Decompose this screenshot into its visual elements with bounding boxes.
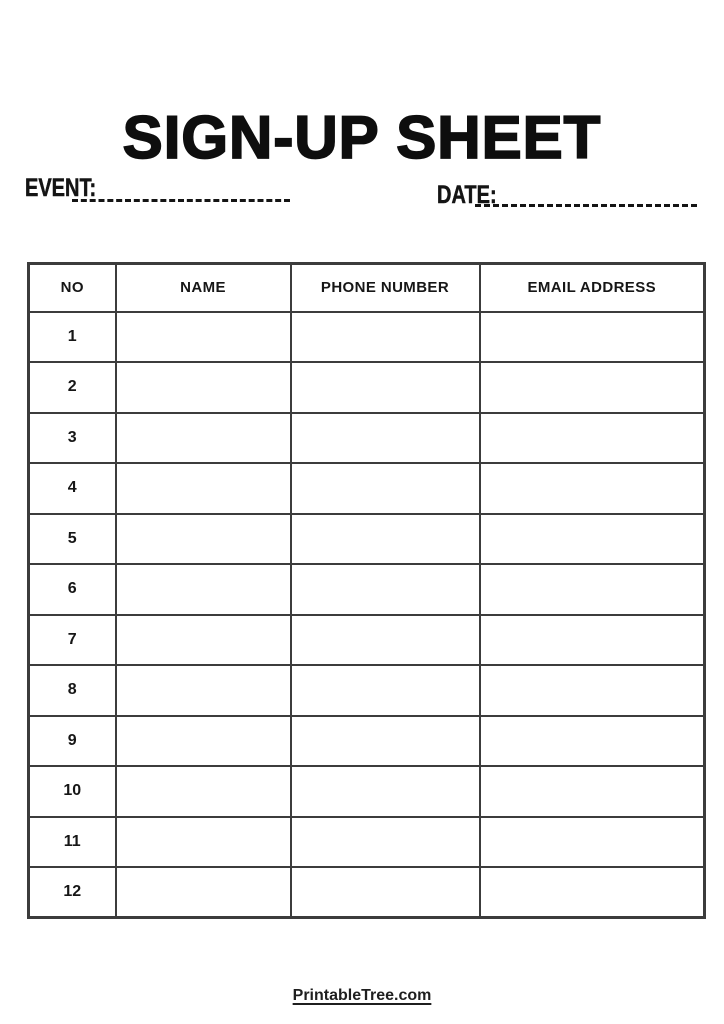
name-cell[interactable]	[116, 766, 291, 817]
table-row	[29, 817, 705, 868]
signup-table-header	[29, 264, 705, 312]
row-number-cell: 3	[29, 413, 116, 464]
phone-cell[interactable]	[291, 564, 480, 615]
email-cell[interactable]	[480, 867, 705, 918]
email-cell[interactable]	[480, 362, 705, 413]
table-row	[29, 867, 705, 918]
phone-cell[interactable]	[291, 766, 480, 817]
col-header-phone: PHONE NUMBER	[291, 264, 480, 312]
table-row	[29, 312, 705, 363]
table-row	[29, 665, 705, 716]
row-number-cell: 10	[29, 766, 116, 817]
name-cell[interactable]	[116, 514, 291, 565]
email-cell[interactable]	[480, 413, 705, 464]
name-cell[interactable]	[116, 867, 291, 918]
row-number-cell: 8	[29, 665, 116, 716]
phone-cell[interactable]	[291, 817, 480, 868]
table-row	[29, 362, 705, 413]
row-number-cell: 4	[29, 463, 116, 514]
phone-cell[interactable]	[291, 867, 480, 918]
phone-cell[interactable]	[291, 514, 480, 565]
email-cell[interactable]	[480, 716, 705, 767]
col-header-name: NAME	[116, 264, 291, 312]
date-fill-line[interactable]	[475, 204, 697, 207]
email-cell[interactable]	[480, 514, 705, 565]
signup-table-body	[29, 312, 705, 918]
phone-cell[interactable]	[291, 362, 480, 413]
phone-cell[interactable]	[291, 716, 480, 767]
phone-cell[interactable]	[291, 413, 480, 464]
name-cell[interactable]	[116, 564, 291, 615]
footer	[0, 987, 724, 1005]
footer-link[interactable]: PrintableTree.com	[292, 987, 432, 1004]
table-row	[29, 716, 705, 767]
event-fill-line[interactable]	[72, 199, 290, 202]
phone-cell[interactable]	[291, 312, 480, 363]
email-cell[interactable]	[480, 463, 705, 514]
name-cell[interactable]	[116, 362, 291, 413]
name-cell[interactable]	[116, 413, 291, 464]
email-cell[interactable]	[480, 817, 705, 868]
phone-cell[interactable]	[291, 665, 480, 716]
table-row	[29, 413, 705, 464]
row-number-cell: 11	[29, 817, 116, 868]
page-title: SIGN-UP SHEET	[122, 104, 602, 172]
row-number-cell: 6	[29, 564, 116, 615]
table-row	[29, 514, 705, 565]
row-number-cell: 12	[29, 867, 116, 918]
table-row	[29, 463, 705, 514]
phone-cell[interactable]	[291, 615, 480, 666]
email-cell[interactable]	[480, 564, 705, 615]
date-label: DATE:	[437, 181, 497, 209]
col-header-email: EMAIL ADDRESS	[480, 264, 705, 312]
name-cell[interactable]	[116, 817, 291, 868]
email-cell[interactable]	[480, 615, 705, 666]
row-number-cell: 9	[29, 716, 116, 767]
col-header-no: NO	[29, 264, 116, 312]
name-cell[interactable]	[116, 463, 291, 514]
email-cell[interactable]	[480, 312, 705, 363]
row-number-cell: 2	[29, 362, 116, 413]
signup-table	[27, 262, 706, 919]
name-cell[interactable]	[116, 615, 291, 666]
table-row	[29, 766, 705, 817]
row-number-cell: 1	[29, 312, 116, 363]
table-row	[29, 615, 705, 666]
email-cell[interactable]	[480, 665, 705, 716]
row-number-cell: 5	[29, 514, 116, 565]
event-label: EVENT:	[25, 174, 97, 202]
header-row	[29, 264, 705, 312]
table-row	[29, 564, 705, 615]
row-number-cell: 7	[29, 615, 116, 666]
name-cell[interactable]	[116, 716, 291, 767]
phone-cell[interactable]	[291, 463, 480, 514]
name-cell[interactable]	[116, 312, 291, 363]
name-cell[interactable]	[116, 665, 291, 716]
email-cell[interactable]	[480, 766, 705, 817]
